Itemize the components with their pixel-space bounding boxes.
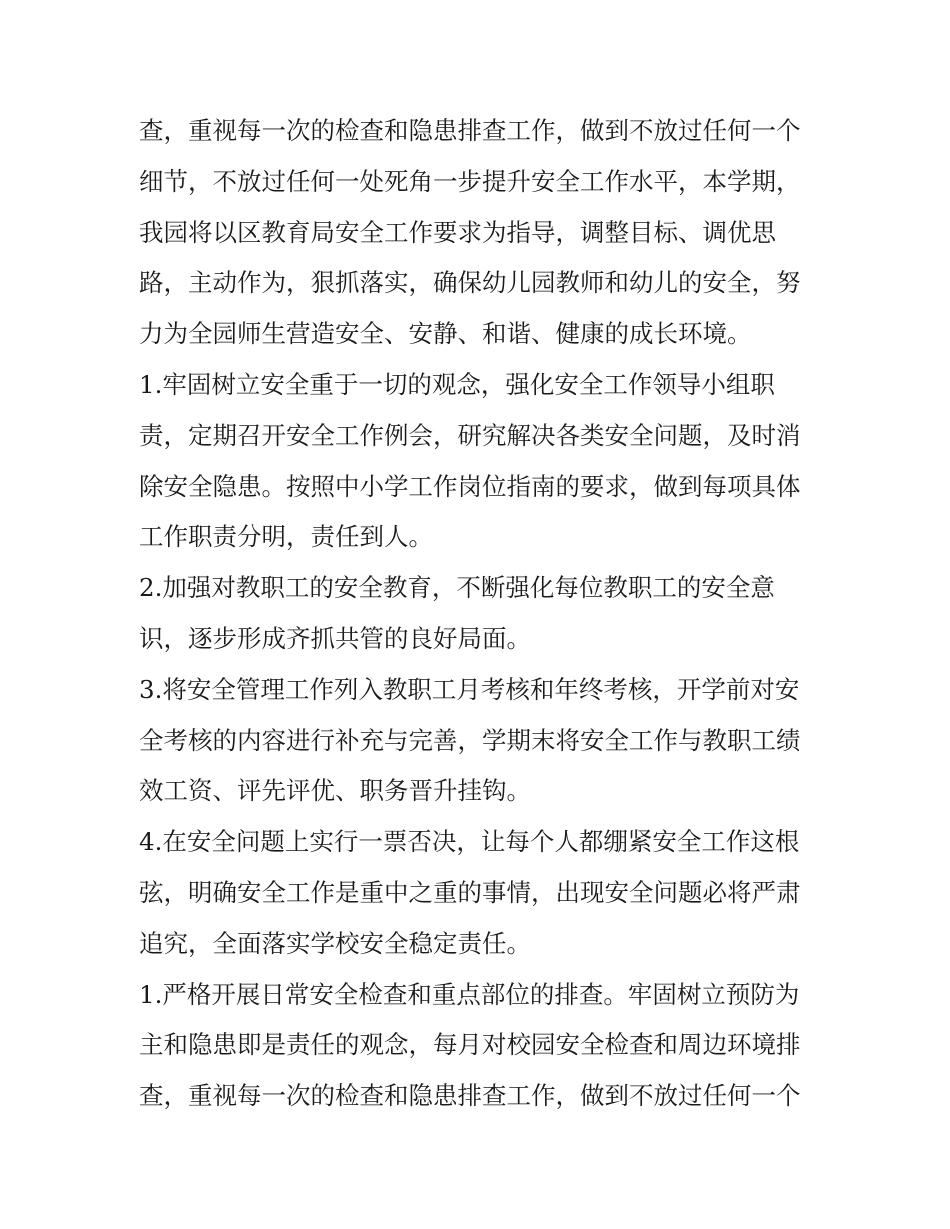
body-text xyxy=(139,106,819,1122)
text-line: 查，重视每一次的检查和隐患排查工作，做到不放过任何一个 xyxy=(139,116,801,145)
text-line: 细节，不放过任何一处死角一步提升安全工作水平，本学期， xyxy=(139,166,801,196)
text-line: 弦，明确安全工作是重中之重的事情，出现安全问题必将严肃 xyxy=(139,877,801,907)
text-line: 4.在安全问题上实行一票否决，让每个人都绷紧安全工作这根 xyxy=(139,827,800,857)
text-line: 1.牢固树立安全重于一切的观念，强化安全工作领导小组职 xyxy=(139,369,775,399)
text-line: 责，定期召开安全工作例会，研究解决各类安全问题，及时消 xyxy=(139,420,801,450)
text-line: 2.加强对教职工的安全教育，不断强化每位教职工的安全意 xyxy=(139,573,775,603)
text-line: 主和隐患即是责任的观念，每月对校园安全检查和周边环境排 xyxy=(139,1030,801,1060)
text-line: 力为全园师生营造安全、安静、和谐、健康的成长环境。 xyxy=(139,319,752,349)
text-line: 效工资、评先评优、职务晋升挂钩。 xyxy=(139,776,531,806)
text-line: 路，主动作为，狠抓落实，确保幼儿园教师和幼儿的安全，努 xyxy=(139,268,801,298)
text-line: 查，重视每一次的检查和隐患排查工作，做到不放过任何一个 xyxy=(139,1081,801,1111)
text-line: 3.将安全管理工作列入教职工月考核和年终考核，开学前对安 xyxy=(139,674,800,704)
text-line: 除安全隐患。按照中小学工作岗位指南的要求，做到每项具体 xyxy=(139,471,801,501)
text-line: 追究，全面落实学校安全稳定责任。 xyxy=(139,928,531,958)
text-line: 工作职责分明，责任到人。 xyxy=(139,522,433,552)
text-line: 全考核的内容进行补充与完善，学期末将安全工作与教职工绩 xyxy=(139,725,801,755)
text-line: 我园将以区教育局安全工作要求为指导，调整目标、调优思 xyxy=(139,217,776,247)
text-line: 1.严格开展日常安全检查和重点部位的排查。牢固树立预防为 xyxy=(139,979,800,1009)
text-line: 识，逐步形成齐抓共管的良好局面。 xyxy=(139,623,531,653)
